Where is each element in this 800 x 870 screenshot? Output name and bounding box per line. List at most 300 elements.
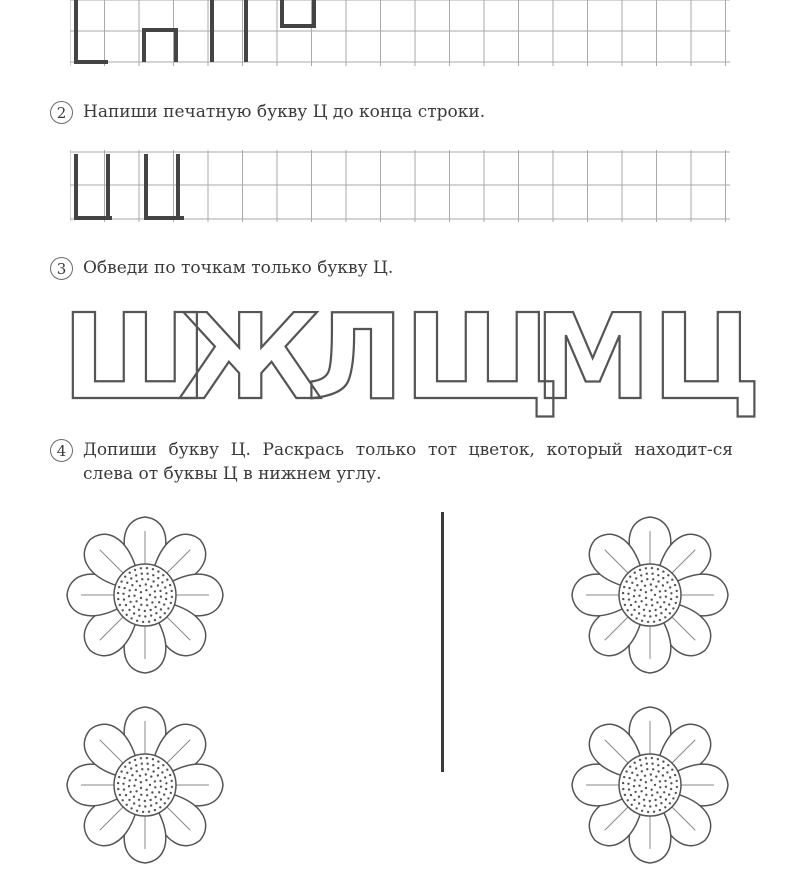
flower-center-dot [657,580,659,582]
flower-center-dot [656,601,658,603]
flower-center-dot [669,612,671,614]
dotted-letter-2[interactable]: Ж [178,288,323,426]
flower-center-dot [647,621,649,623]
dotted-letter-5[interactable]: М [534,288,652,426]
flower-center-dot [623,586,625,588]
flower-center-dot [117,782,119,784]
flower-center-dot [671,579,673,581]
flower-center-dot [152,764,154,766]
flower-center-dot [660,612,662,614]
flower-center-dot [659,619,661,621]
flower-center-dot [117,788,119,790]
flower-center-dot [634,791,636,793]
flower-center-dot [635,617,637,619]
flower-center-dot [158,601,160,603]
task-2-writing-grid[interactable] [70,150,730,222]
flower-center-dot [164,612,166,614]
flower-center-dot [653,811,655,813]
flower-center-dot [151,791,153,793]
task-2-text: Напиши печатную букву Ц до конца строки. [83,102,486,122]
flower-center-dot [155,612,157,614]
flower-center-dot [676,596,678,598]
flower-center-dot [142,811,144,813]
flower-center-dot [645,591,647,593]
flower-center-dot [146,757,148,759]
flower-center-dot [163,603,165,605]
flower-center-dot [662,767,664,769]
flower-center-dot [636,584,638,586]
flower-center-dot [628,587,630,589]
flower-center-dot [645,597,647,599]
flower-center-dot [147,768,149,770]
flower-center-dot [662,774,664,776]
flower-center-dot [660,802,662,804]
flower-center-dot [627,609,629,611]
flower-center-dot [634,589,636,591]
flower-center-dot [140,787,142,789]
flower-center-dot [171,780,173,782]
flower-center-dot [676,590,678,592]
flower-center-dot [634,779,636,781]
flower-center-dot [152,574,154,576]
flower-bottom-right[interactable] [565,700,735,870]
dotted-letter-6[interactable]: Ц [652,288,762,426]
flower-center-dot [625,580,627,582]
flower-center-dot [631,614,633,616]
flower-center-dot [644,775,646,777]
flower-center-dot [165,592,167,594]
task-3-text: Обведи по точкам только букву Ц. [83,258,394,278]
flower-center-dot [646,578,648,580]
dotted-letter-1[interactable]: Ш [62,288,208,426]
flower-center-dot [651,567,653,569]
flower-center-dot [636,774,638,776]
flower-center-dot [167,797,169,799]
flower-center-dot [645,604,647,606]
flower-center-dot [667,764,669,766]
flower-center-dot [170,792,172,794]
flower-center-dot [655,585,657,587]
flower-center-dot [117,598,119,600]
flower-center-dot [654,784,656,786]
flower-center-dot [126,614,128,616]
flower-center-dot [140,567,142,569]
flower-center-dot [135,779,137,781]
flower-center-dot [138,799,140,801]
flower-center-dot [171,786,173,788]
flower-center-dot [139,775,141,777]
flower-center-dot [150,614,152,616]
dotted-letter-4[interactable]: Щ [404,288,561,426]
flower-center-dot [138,609,140,611]
flower-center-dot [635,807,637,809]
flower-center-dot [147,578,149,580]
flower-center-dot [135,589,137,591]
flower-center-dot [134,569,136,571]
flower-center-dot [135,790,137,792]
flower-center-dot [665,608,667,610]
flower-center-dot [154,606,156,608]
flower-center-dot [639,569,641,571]
flower-center-dot [158,791,160,793]
flower-center-dot [126,804,128,806]
flower-center-dot [643,799,645,801]
flower-center-dot [649,800,651,802]
flower-center-dot [634,762,636,764]
flower-center-dot [659,796,661,798]
flower-center-dot [656,791,658,793]
flower-center-dot [645,567,647,569]
flower-center-dot [141,573,143,575]
flower-center-dot [145,583,147,585]
flower-center-dot [154,596,156,598]
task-3-instruction [50,256,733,280]
flower-center-dot [670,782,672,784]
flower-center-dot [154,809,156,811]
flower-center-dot [675,602,677,604]
flower-center-dot [630,604,632,606]
flower-center-dot [638,595,640,597]
flower-center-dot [154,796,156,798]
flower-center-dot [631,772,633,774]
flower-center-dot [157,577,159,579]
flower-center-dot [140,597,142,599]
flower-center-dot [139,585,141,587]
flower-center-dot [655,775,657,777]
flower-center-dot [159,806,161,808]
flower-bottom-left[interactable] [60,700,230,870]
flower-center-dot [125,604,127,606]
flower-center-dot [643,615,645,617]
flower-center-dot [622,788,624,790]
flower-center-dot [634,572,636,574]
flower-center-dot [624,604,626,606]
flower-center-dot [651,573,653,575]
flower-center-dot [665,798,667,800]
flower-center-dot [162,574,164,576]
flower-center-dot [144,610,146,612]
flower-center-dot [664,806,666,808]
flower-center-dot [157,570,159,572]
flower-center-dot [674,774,676,776]
flower-center-dot [655,804,657,806]
flower-center-dot [664,590,666,592]
flower-center-dot [164,586,166,588]
flower-center-dot [669,776,671,778]
flower-center-dot [146,763,148,765]
flower-center-dot [122,593,124,595]
flower-center-dot [666,771,668,773]
flower-center-dot [129,601,131,603]
flower-center-dot [164,802,166,804]
flower-center-dot [633,595,635,597]
flower-center-dot [150,775,152,777]
flower-center-dot [622,598,624,600]
flower-center-dot [130,617,132,619]
flower-center-dot [646,768,648,770]
flower-center-dot [120,770,122,772]
flower-center-dot [651,794,653,796]
flower-top-right[interactable] [565,510,735,680]
flower-center-dot [160,798,162,800]
flower-center-dot [659,590,661,592]
flower-center-dot [149,609,151,611]
flower-center-dot [628,777,630,779]
flower-center-dot [140,794,142,796]
flower-center-dot [669,586,671,588]
flower-center-dot [159,590,161,592]
flower-center-dot [676,780,678,782]
top-grid-lines [70,0,730,66]
flower-center-dot [638,802,640,804]
flower-center-dot [146,573,148,575]
flower-center-dot [635,767,637,769]
flower-center-dot [128,609,130,611]
flower-center-dot [667,574,669,576]
flower-center-dot [144,615,146,617]
flower-center-dot [663,601,665,603]
flower-center-dot [162,764,164,766]
flower-center-dot [161,581,163,583]
flower-center-dot [645,757,647,759]
flower-center-dot [119,794,121,796]
flower-center-dot [133,796,135,798]
flower-center-dot [622,782,624,784]
flower-center-dot [627,799,629,801]
flower-center-dot [123,788,125,790]
flower-center-dot [668,603,670,605]
flower-center-dot [129,762,131,764]
flower-center-dot [135,764,137,766]
flower-center-dot [152,770,154,772]
flower-center-dot [644,585,646,587]
flower-center-dot [634,601,636,603]
flower-center-dot [645,781,647,783]
flower-center-dot [152,568,154,570]
flower-top-left[interactable] [60,510,230,680]
flower-center-dot [631,582,633,584]
flower-center-dot [651,763,653,765]
task-2-number: 2 [50,101,73,124]
task-2-sample-letters [76,154,184,218]
flower-center-dot [627,593,629,595]
flower-center-dot [128,799,130,801]
flower-center-dot [160,608,162,610]
flower-center-dot [674,584,676,586]
flower-center-dot [169,774,171,776]
flower-center-dot [663,791,665,793]
flower-center-dot [664,780,666,782]
top-writing-grid [70,0,730,66]
flower-center-dot [133,612,135,614]
flower-center-dot [140,591,142,593]
flower-center-dot [662,584,664,586]
flower-center-dot [170,602,172,604]
flower-center-dot [130,807,132,809]
flower-center-dot [649,610,651,612]
flower-center-dot [649,805,651,807]
flower-center-dot [633,609,635,611]
task-2-grid-lines [70,150,730,222]
flower-center-dot [133,595,135,597]
flower-center-dot [146,794,148,796]
flower-center-dot [652,768,654,770]
flower-center-dot [128,785,130,787]
flower-center-dot [149,594,151,596]
flower-center-dot [135,600,137,602]
flower-center-dot [671,769,673,771]
flower-center-dot [126,772,128,774]
flower-center-dot [628,598,630,600]
flower-center-dot [659,596,661,598]
flower-center-dot [123,777,125,779]
flower-center-dot [133,802,135,804]
task-2-instruction [50,100,733,124]
flower-center-dot [161,771,163,773]
flower-center-dot [631,804,633,806]
flower-center-dot [646,763,648,765]
flower-center-dot [118,586,120,588]
flower-center-dot [666,581,668,583]
flower-center-dot [659,780,661,782]
flower-center-dot [141,768,143,770]
flower-center-dot [638,796,640,798]
flower-center-dot [650,773,652,775]
flower-center-dot [123,598,125,600]
flower-center-dot [657,758,659,760]
flower-center-dot [651,789,653,791]
flower-center-dot [155,802,157,804]
flower-center-dot [154,590,156,592]
flower-center-dot [140,604,142,606]
flower-center-dot [165,788,167,790]
flower-center-dot [657,574,659,576]
dotted-letter-3[interactable]: Л [306,288,405,426]
flower-center-dot [140,757,142,759]
flower-center-dot [668,793,670,795]
flower-center-dot [641,620,643,622]
flower-center-dot [154,780,156,782]
flower-center-dot [670,598,672,600]
flower-center-dot [624,794,626,796]
flower-center-dot [148,621,150,623]
flower-center-dot [138,615,140,617]
flower-center-dot [657,568,659,570]
flower-center-dot [675,792,677,794]
flower-center-dot [625,770,627,772]
flower-center-dot [124,576,126,578]
flower-center-dot [133,785,135,787]
flower-center-dot [645,794,647,796]
flower-center-dot [157,767,159,769]
flower-center-dot [129,572,131,574]
flower-center-dot [165,782,167,784]
flower-center-dot [635,577,637,579]
flower-center-dot [144,800,146,802]
flower-center-dot [640,779,642,781]
flower-center-dot [136,580,138,582]
flower-center-dot [629,766,631,768]
flower-center-dot [120,580,122,582]
flower-center-dot [119,604,121,606]
flower-center-dot [146,789,148,791]
flower-center-dot [646,573,648,575]
flower-center-dot [672,607,674,609]
flower-center-dot [166,769,168,771]
flower-center-dot [659,786,661,788]
flower-center-dot [145,773,147,775]
flower-center-dot [633,785,635,787]
flower-center-dot [622,592,624,594]
flower-center-dot [649,615,651,617]
flower-center-dot [653,621,655,623]
flower-center-dot [159,780,161,782]
flower-center-dot [128,595,130,597]
task-3-number: 3 [50,257,73,280]
flower-center-dot [157,760,159,762]
flower-center-dot [152,580,154,582]
flower-center-dot [149,784,151,786]
flower-center-dot [150,804,152,806]
flower-center-dot [146,599,148,601]
flower-center-dot [665,786,667,788]
flower-center-dot [641,770,643,772]
flower-center-dot [129,791,131,793]
flower-center-dot [665,596,667,598]
flower-center-dot [145,589,147,591]
flower-center-dot [657,764,659,766]
flower-center-dot [169,584,171,586]
flower-center-dot [124,766,126,768]
flower-center-dot [163,793,165,795]
flower-center-dot [623,776,625,778]
flower-center-dot [154,786,156,788]
flower-center-dot [122,783,124,785]
flower-center-dot [645,787,647,789]
flower-center-dot [136,810,138,812]
flower-center-dot [145,779,147,781]
flower-center-dot [643,609,645,611]
flower-center-dot [651,599,653,601]
flower-center-dot [627,783,629,785]
flower-center-dot [141,578,143,580]
flower-center-dot [146,567,148,569]
flower-center-dot [640,790,642,792]
flower-center-dot [157,774,159,776]
flower-center-dot [633,799,635,801]
flower-center-dot [662,570,664,572]
flower-center-dot [125,794,127,796]
letter-divider-stroke [441,512,444,772]
flower-center-dot [129,589,131,591]
flower-center-dot [654,609,656,611]
flower-center-dot [670,592,672,594]
flower-center-dot [657,770,659,772]
flower-center-dot [160,596,162,598]
flower-center-dot [133,606,135,608]
flower-center-dot [640,574,642,576]
flower-center-dot [640,764,642,766]
flower-center-dot [654,594,656,596]
flower-center-dot [655,614,657,616]
flower-center-dot [670,788,672,790]
flower-center-dot [136,770,138,772]
flower-center-dot [651,757,653,759]
flower-center-dot [643,805,645,807]
flower-center-dot [148,811,150,813]
flower-center-dot [149,799,151,801]
flower-center-dot [659,809,661,811]
